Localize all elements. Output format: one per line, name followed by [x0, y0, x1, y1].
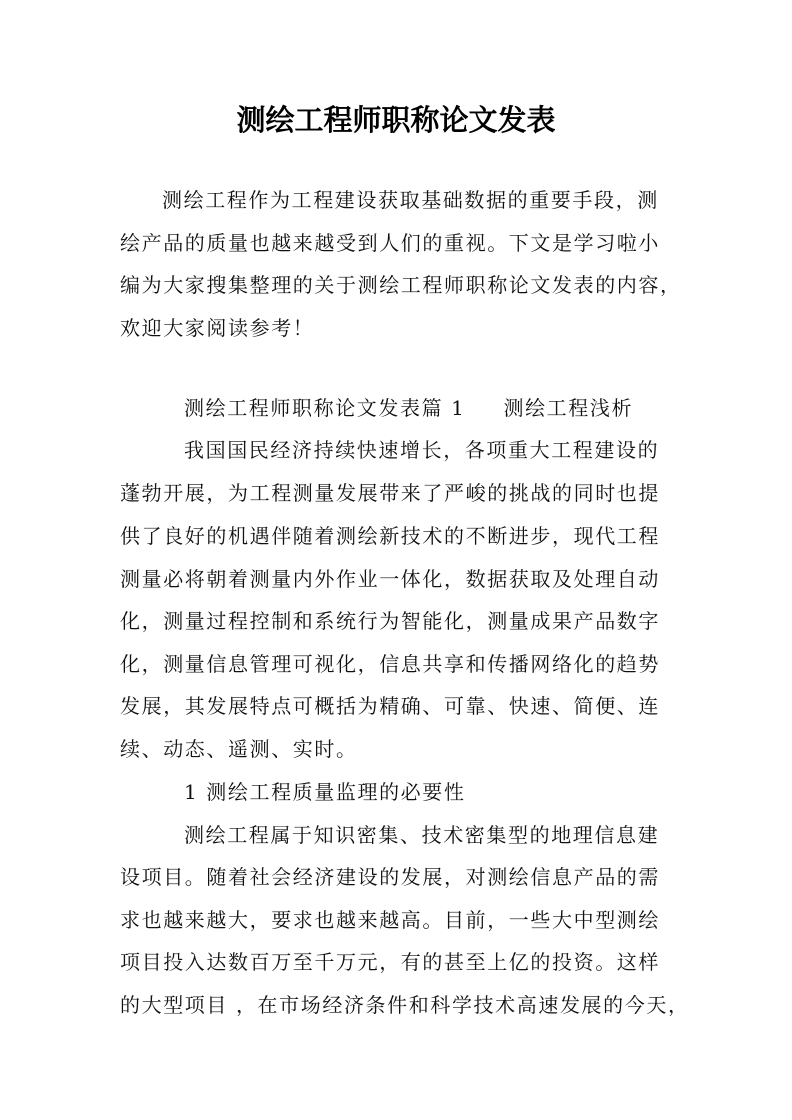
section-heading-title: 测绘工程师职称论文发表篇 1 [184, 396, 466, 420]
section-heading-subtitle: 测绘工程浅析 [503, 396, 634, 420]
paragraph-line: 蓬勃开展，为工程测量发展带来了严峻的挑战的同时也提 [120, 481, 660, 505]
intro-line: 测绘工程作为工程建设获取基础数据的重要手段，测 [162, 188, 659, 212]
paragraph-line: 求也越来越大，要求也越来越高。目前，一些大中型测绘 [120, 908, 660, 932]
paragraph-line: 设项目。随着社会经济建设的发展，对测绘信息产品的需 [120, 865, 660, 889]
paragraph-line: 的大型项目 ，在市场经济条件和科学技术高速发展的今天， [120, 993, 690, 1017]
paragraph-line: 项目投入达数百万至千万元，有的甚至上亿的投资。这样 [120, 950, 660, 974]
document-title: 测绘工程师职称论文发表 [236, 103, 556, 137]
paragraph-line: 续、动态、遥测、实时。 [120, 737, 358, 761]
section-heading [184, 394, 633, 422]
intro-line: 编为大家搜集整理的关于测绘工程师职称论文发表的内容， [120, 273, 682, 297]
paragraph-line: 化，测量过程控制和系统行为智能化，测量成果产品数字 [120, 609, 660, 633]
paragraph-line: 测量必将朝着测量内外作业一体化，数据获取及处理自动 [120, 567, 660, 591]
paragraph-line: 供了良好的机遇伴随着测绘新技术的不断进步，现代工程 [120, 524, 660, 548]
paragraph-line: 发展，其发展特点可概括为精确、可靠、快速、简便、连 [120, 694, 660, 718]
paragraph-line: 测绘工程属于知识密集、技术密集型的地理信息建 [184, 823, 660, 847]
intro-line: 绘产品的质量也越来越受到人们的重视。下文是学习啦小 [120, 231, 660, 255]
paragraph-line: 化，测量信息管理可视化，信息共享和传播网络化的趋势 [120, 652, 660, 676]
intro-line: 欢迎大家阅读参考！ [120, 316, 315, 340]
subheading: 1 测绘工程质量监理的必要性 [184, 780, 466, 804]
paragraph-line: 我国国民经济持续快速增长，各项重大工程建设的 [184, 438, 660, 462]
